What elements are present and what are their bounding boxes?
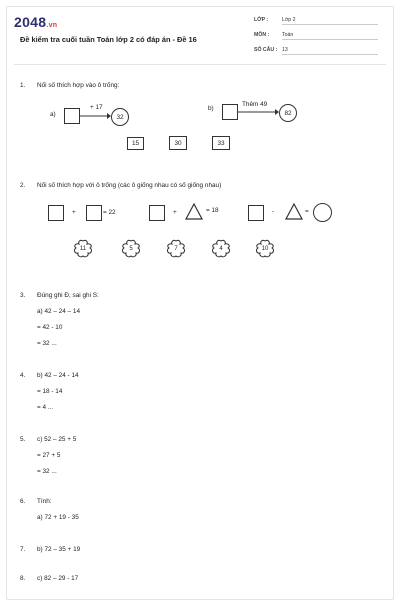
q1b-result-circle: 82	[279, 104, 297, 122]
q2-triangle-icon[interactable]	[185, 203, 203, 220]
q2-flower-option[interactable]	[72, 239, 94, 259]
meta-label: MÔN :	[254, 32, 270, 38]
q1-option-box[interactable]: 33	[212, 136, 230, 150]
logo-suffix: .vn	[46, 22, 58, 29]
q1b-arrow-icon	[237, 108, 279, 116]
q6-text: Tính:	[37, 498, 52, 505]
q2-square-box[interactable]	[48, 205, 64, 221]
q2-equation-2-result: = 18	[206, 207, 219, 214]
q3-line: = 42 - 10	[37, 324, 63, 331]
q1b-operation: Thêm 49	[242, 101, 268, 108]
flower-number: 7	[174, 246, 178, 252]
meta-value: Lớp 2	[282, 17, 378, 25]
meta-label: LỚP :	[254, 17, 269, 23]
q2-square-box[interactable]	[248, 205, 264, 221]
flower-number: 10	[261, 246, 269, 252]
q5-line: c) 52 – 25 + 5	[37, 436, 77, 443]
meta-value: 13	[282, 47, 378, 55]
q4-number: 4.	[20, 372, 26, 379]
q8-number: 8.	[20, 575, 26, 582]
q2-square-box[interactable]	[86, 205, 102, 221]
meta-subject	[254, 32, 378, 40]
site-logo[interactable]	[14, 14, 57, 30]
q2-flower-option[interactable]	[165, 239, 187, 259]
page-title: Đề kiểm tra cuối tuần Toán lớp 2 có đáp án - Đề 16	[20, 35, 197, 44]
worksheet-page	[6, 6, 394, 600]
q3-line: = 32 ...	[37, 340, 57, 347]
q2-flower-option[interactable]	[210, 239, 232, 259]
q4-line: = 4 ...	[37, 404, 54, 411]
q1b-label: b)	[208, 105, 214, 112]
meta-count	[254, 47, 378, 55]
meta-value: Toán	[282, 32, 378, 40]
flower-number: 11	[79, 246, 87, 252]
q2-flower-option[interactable]	[120, 239, 142, 259]
q2-square-box[interactable]	[149, 205, 165, 221]
q1a-arrow-icon	[79, 112, 111, 120]
q6-number: 6.	[20, 498, 26, 505]
q3-text: Đúng ghi Đ, sai ghi S:	[37, 292, 99, 299]
q2-plus-sign: +	[72, 209, 76, 216]
flower-number: 4	[219, 246, 223, 252]
q2-text: Nối số thích hợp với ô trống (các ô giống nhau có số giống nhau)	[37, 182, 222, 189]
q1a-result-circle: 32	[111, 108, 129, 126]
q2-minus-sign: -	[272, 208, 275, 215]
q2-flower-option[interactable]	[254, 239, 276, 259]
flower-number: 5	[129, 246, 133, 252]
q3-number: 3.	[20, 292, 26, 299]
meta-class	[254, 17, 378, 25]
logo-text: 2048	[14, 14, 47, 30]
q5-number: 5.	[20, 436, 26, 443]
q2-triangle-icon[interactable]	[285, 203, 303, 220]
q2-number: 2.	[20, 182, 26, 189]
q4-line: = 18 - 14	[37, 388, 63, 395]
q2-circle-blank[interactable]	[313, 203, 332, 222]
q1-option-box[interactable]: 30	[169, 136, 187, 150]
q3-line: a) 42 – 24 – 14	[37, 308, 80, 315]
q1a-label: a)	[50, 111, 56, 118]
q2-plus-sign: +	[173, 209, 177, 216]
meta-label: SỐ CÂU :	[254, 47, 278, 53]
q8-line: c) 82 – 29 - 17	[37, 575, 79, 582]
q1a-blank-box[interactable]	[64, 108, 80, 124]
q5-line: = 27 + 5	[37, 452, 61, 459]
q2-equation-3-sign: =	[305, 208, 309, 215]
q1-option-box[interactable]: 15	[127, 137, 144, 150]
q7-line: b) 72 – 35 + 19	[37, 546, 81, 553]
q1a-operation: + 17	[90, 104, 103, 111]
q6-line: a) 72 + 19 - 35	[37, 514, 79, 521]
q4-line: b) 42 – 24 - 14	[37, 372, 79, 379]
q2-equation-1-result: = 22	[103, 209, 116, 216]
q7-number: 7.	[20, 546, 26, 553]
q1b-blank-box[interactable]	[222, 104, 238, 120]
q1-number: 1.	[20, 82, 26, 89]
q1-text: Nối số thích hợp vào ô trống:	[37, 82, 120, 89]
q5-line: = 32 ...	[37, 468, 57, 475]
header-divider	[14, 64, 386, 65]
